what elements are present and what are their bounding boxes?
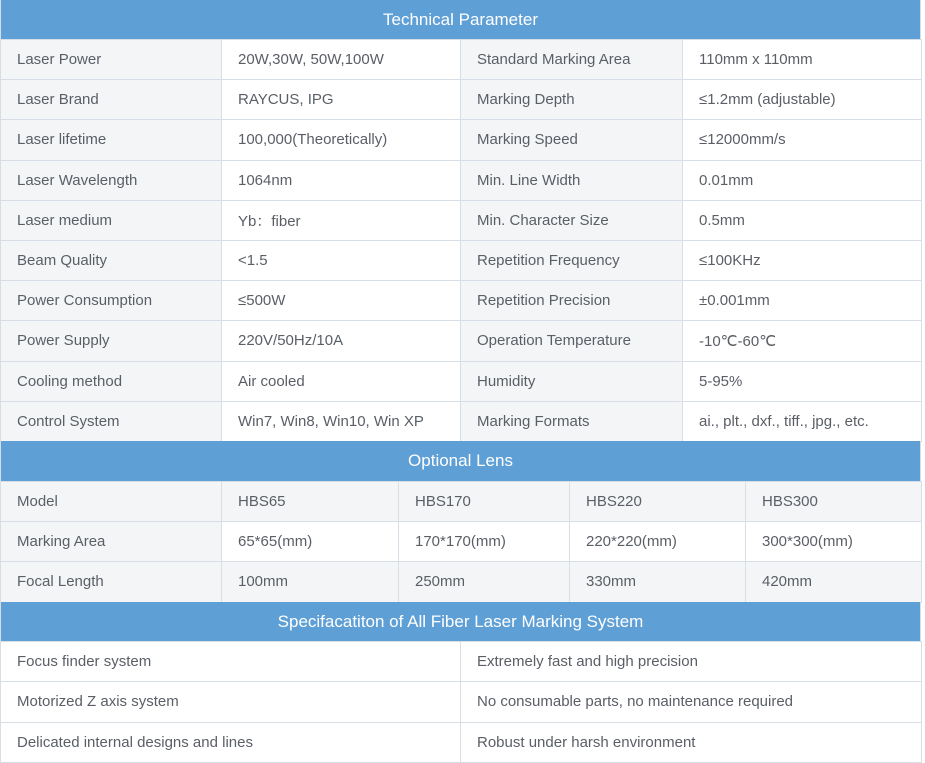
- lens-value: HBS65: [222, 482, 399, 522]
- table-row: [1, 722, 922, 762]
- parameter-value: 0.01mm: [683, 160, 922, 200]
- parameter-label: Repetition Frequency: [461, 240, 683, 280]
- parameter-value: RAYCUS, IPG: [222, 80, 461, 120]
- parameter-label: Power Supply: [1, 321, 222, 361]
- table-row: [1, 80, 922, 120]
- feature-item: Focus finder system: [1, 642, 461, 682]
- parameter-label: Laser Wavelength: [1, 160, 222, 200]
- table-row: [1, 682, 922, 722]
- parameter-value: ai., plt., dxf., tiff., jpg., etc.: [683, 401, 922, 441]
- parameter-value: ≤1.2mm (adjustable): [683, 80, 922, 120]
- lens-label: Marking Area: [1, 522, 222, 562]
- parameter-value: ≤500W: [222, 281, 461, 321]
- table-row: [1, 562, 922, 602]
- parameter-label: Power Consumption: [1, 281, 222, 321]
- table-row: [1, 321, 922, 361]
- parameter-value: Yb：fiber: [222, 200, 461, 240]
- parameter-label: Min. Line Width: [461, 160, 683, 200]
- parameter-label: Laser Brand: [1, 80, 222, 120]
- table-row: [1, 522, 922, 562]
- table-row: [1, 642, 922, 682]
- lens-value: HBS300: [746, 482, 922, 522]
- parameter-value: ≤100KHz: [683, 240, 922, 280]
- lens-value: HBS170: [399, 482, 570, 522]
- optional-lens-header: [0, 441, 921, 481]
- parameter-label: Cooling method: [1, 361, 222, 401]
- optional-lens-table: [0, 481, 922, 603]
- parameter-value: <1.5: [222, 240, 461, 280]
- lens-value: 170*170(mm): [399, 522, 570, 562]
- feature-item: Extremely fast and high precision: [461, 642, 922, 682]
- technical-parameter-header: [0, 0, 921, 39]
- lens-label: Model: [1, 482, 222, 522]
- feature-item: Motorized Z axis system: [1, 682, 461, 722]
- technical-parameter-table: [0, 39, 922, 442]
- parameter-value: ±0.001mm: [683, 281, 922, 321]
- parameter-value: Air cooled: [222, 361, 461, 401]
- table-row: [1, 160, 922, 200]
- table-row: [1, 482, 922, 522]
- specification-table: [0, 641, 922, 763]
- table-row: [1, 240, 922, 280]
- feature-item: Robust under harsh environment: [461, 722, 922, 762]
- parameter-label: Marking Depth: [461, 80, 683, 120]
- parameter-label: Laser medium: [1, 200, 222, 240]
- feature-item: No consumable parts, no maintenance required: [461, 682, 922, 722]
- table-row: [1, 281, 922, 321]
- parameter-label: Marking Formats: [461, 401, 683, 441]
- parameter-value: -10℃-60℃: [683, 321, 922, 361]
- parameter-value: 5-95%: [683, 361, 922, 401]
- section-title: Optional Lens: [408, 451, 513, 470]
- lens-value: 250mm: [399, 562, 570, 602]
- parameter-value: Win7, Win8, Win10, Win XP: [222, 401, 461, 441]
- parameter-value: ≤12000mm/s: [683, 120, 922, 160]
- parameter-value: 100,000(Theoretically): [222, 120, 461, 160]
- parameter-label: Repetition Precision: [461, 281, 683, 321]
- lens-value: HBS220: [570, 482, 746, 522]
- parameter-label: Min. Character Size: [461, 200, 683, 240]
- lens-value: 300*300(mm): [746, 522, 922, 562]
- parameter-label: Laser lifetime: [1, 120, 222, 160]
- lens-value: 100mm: [222, 562, 399, 602]
- lens-value: 65*65(mm): [222, 522, 399, 562]
- lens-value: 420mm: [746, 562, 922, 602]
- parameter-value: 0.5mm: [683, 200, 922, 240]
- specification-header: [0, 602, 921, 641]
- table-row: [1, 120, 922, 160]
- table-row: [1, 200, 922, 240]
- feature-item: Delicated internal designs and lines: [1, 722, 461, 762]
- parameter-value: 1064nm: [222, 160, 461, 200]
- parameter-label: Operation Temperature: [461, 321, 683, 361]
- parameter-label: Control System: [1, 401, 222, 441]
- table-row: [1, 40, 922, 80]
- section-title: Technical Parameter: [383, 9, 538, 29]
- lens-value: 330mm: [570, 562, 746, 602]
- parameter-value: 20W,30W, 50W,100W: [222, 40, 461, 80]
- table-row: [1, 401, 922, 441]
- parameter-label: Beam Quality: [1, 240, 222, 280]
- parameter-label: Marking Speed: [461, 120, 683, 160]
- parameter-value: 110mm x 110mm: [683, 40, 922, 80]
- lens-value: 220*220(mm): [570, 522, 746, 562]
- parameter-label: Humidity: [461, 361, 683, 401]
- parameter-label: Standard Marking Area: [461, 40, 683, 80]
- section-title: Specifacatiton of All Fiber Laser Marking System: [277, 611, 644, 631]
- table-row: [1, 361, 922, 401]
- lens-label: Focal Length: [1, 562, 222, 602]
- parameter-value: 220V/50Hz/10A: [222, 321, 461, 361]
- parameter-label: Laser Power: [1, 40, 222, 80]
